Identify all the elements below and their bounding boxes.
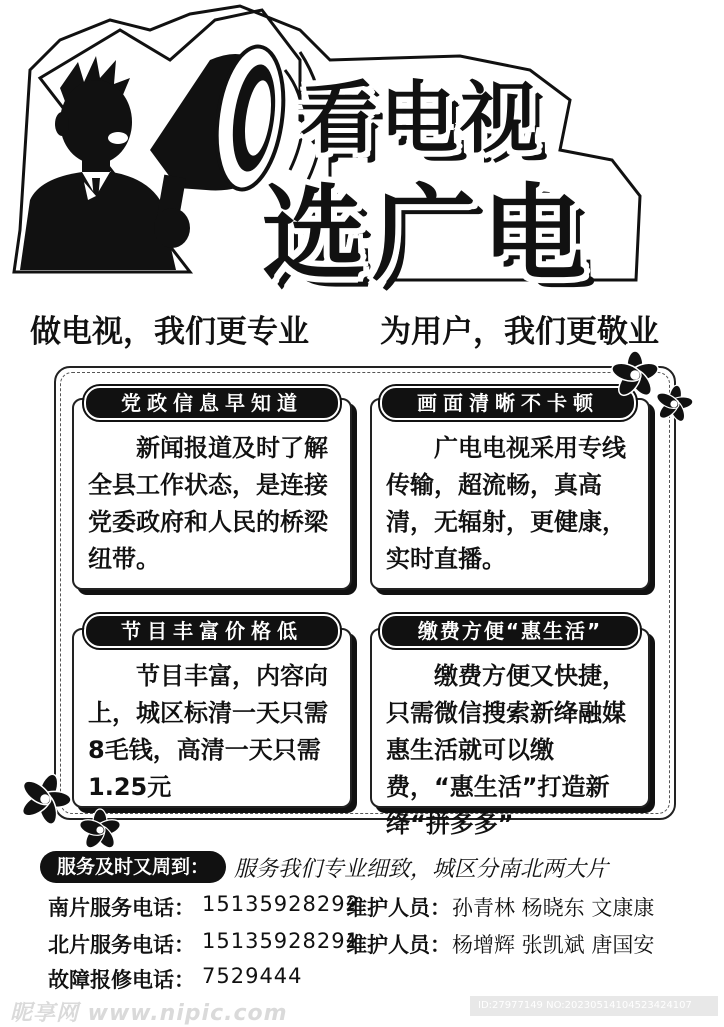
card-text: 广电电视采用专线传输，超流畅，真高清，无辐射，更健康，实时直播。: [386, 434, 626, 573]
card-tag-payment: 缴费方便“惠生活”: [380, 614, 640, 648]
card-clear-picture: [370, 398, 650, 590]
south-staff: 孙青林 杨晓东 文康康: [452, 896, 655, 920]
card-party-news: [72, 398, 352, 590]
service-description: 服务我们专业细致，城区分南北两大片: [234, 857, 609, 882]
south-phone: 15135928292: [202, 892, 360, 916]
slogan-right: 为用户，我们更敬业: [380, 314, 659, 350]
service-tag: 服务及时又周到：: [40, 851, 226, 883]
title-line-1: 看电视: [300, 74, 541, 164]
north-phone-label: 北片服务电话：: [48, 933, 195, 957]
north-staff: 杨增辉 张凯斌 唐国安: [452, 933, 655, 957]
mouth: [108, 132, 128, 144]
repair-phone-label: 故障报修电话：: [48, 968, 195, 992]
flower-icon: [610, 350, 660, 400]
north-phone: 15135928291: [202, 929, 360, 953]
flower-icon: [78, 808, 122, 852]
north-staff-label: 维护人员：: [346, 933, 451, 957]
repair-phone: 7529444: [202, 964, 303, 988]
watermark-id: ID:27977149 NO:20230514104523424107: [470, 996, 718, 1016]
card-text: 节目丰富，内容向上，城区标清一天只需8毛钱，高清一天只需1.25元: [88, 662, 328, 801]
flower-icon: [654, 384, 694, 424]
title-line-2: 选广电: [262, 173, 593, 295]
card-tag-clear-picture: 画面清晰不卡顿: [380, 386, 636, 420]
card-tag-party-news: 党政信息早知道: [84, 386, 340, 420]
watermark-logo: 昵享网 www.nipic.com: [10, 1001, 288, 1026]
south-staff-label: 维护人员：: [346, 896, 451, 920]
flower-icon: [18, 772, 72, 826]
card-payment: [370, 628, 650, 838]
slogan-left: 做电视，我们更专业: [30, 314, 309, 350]
south-phone-label: 南片服务电话：: [48, 896, 195, 920]
card-text: 新闻报道及时了解全县工作状态，是连接党委政府和人民的桥梁纽带。: [88, 434, 328, 573]
card-tag-programs-price: 节目丰富价格低: [84, 614, 340, 648]
card-text: 缴费方便又快捷，只需微信搜索新绛融媒惠生活就可以缴费，“惠生活”打造新绛“拼多多”: [386, 662, 626, 838]
card-programs-price: [72, 628, 352, 808]
